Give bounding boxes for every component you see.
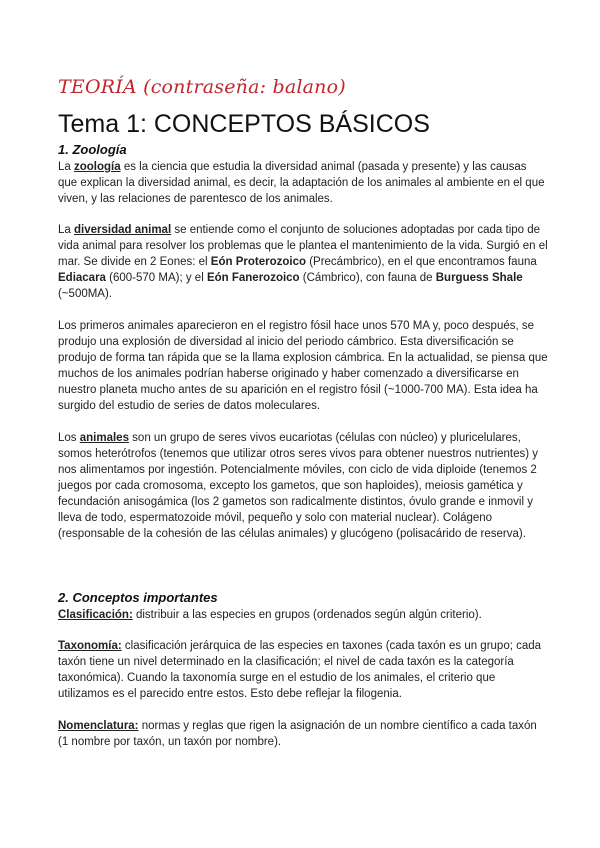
paragraph-nomenclatura — [58, 718, 548, 750]
term-diversidad-animal: diversidad animal — [74, 224, 172, 236]
header-title: TEORÍA (contraseña: balano) — [58, 76, 346, 98]
text-run: (Cámbrico), con fauna de — [299, 272, 436, 284]
text-run: Los — [58, 432, 80, 444]
text-run: (600-570 MA); y el — [105, 272, 207, 284]
text-run: normas y reglas que rigen la asignación de un nombre científico a cada taxón (1 nombre por taxón, un taxón por nombre). — [58, 720, 537, 748]
text-run: (Precámbrico), en el que encontramos fauna — [306, 256, 537, 268]
paragraph-animales — [58, 430, 548, 542]
section-heading-zoologia: 1. Zoología — [58, 142, 127, 157]
text-run: clasificación jerárquica de las especies en taxones (cada taxón es un grupo; cada taxón tiene un nivel determinado en la clasificación; el nivel de cada taxón es la categoría taxonómica). Cuando la taxonomía surge en el estudio de los animales, el criterio que utilizamos es el parecido entre estos. Esto debe reflejar la filogenia. — [58, 640, 542, 700]
bold-burguess-shale: Burguess Shale — [435, 272, 523, 284]
text-run: La — [58, 224, 74, 236]
term-clasificacion: Clasificación: — [58, 609, 133, 621]
bold-eon-fanerozoico: Eón Fanerozoico — [206, 272, 300, 284]
text-run: son un grupo de seres vivos eucariotas (células con núcleo) y pluricelulares, somos heterótrofos (tenemos que utilizar otros seres vivos para obtener nuestros nutrientes) y nos alimentamos por ingestión. Potencialmente móviles, con ciclo de vida diploide (tenemos 2 juegos por cada cromosoma, excepto los gametos, que son haploides), meiosis gamética y fecundación anisogámica (los 2 gametos son radicalmente distintos, óvulo grande e inmovil y lleva de todo, espermatozoide móvil, pequeño y solo con material nuclear). Colágeno (responsable de la cohesión de las células animales) y glucógeno (polisacárido de reserva). — [58, 432, 539, 540]
text-run: distribuir a las especies en grupos (ordenados según algún criterio). — [132, 609, 482, 621]
term-taxonomia: Taxonomía: — [58, 640, 122, 652]
text-run: se entiende como el conjunto de soluciones adoptadas por cada tipo de vida animal para resolver los problemas que le plantea el mantenimiento de la vida. Surgió en el mar. Se divide en 2 Eones: el — [58, 224, 548, 268]
paragraph-taxonomia — [58, 638, 548, 702]
page-title: Tema 1: CONCEPTOS BÁSICOS — [58, 110, 430, 138]
paragraph-primeros-animales: Los primeros animales aparecieron en el registro fósil hace unos 570 MA y, poco después, se produjo una explosión de diversidad al inicio del periodo cámbrico. Esta diversificación se produjo de forma tan rápida que se la llama explosion cámbrica. En la actualidad, se piensa que muchos de los animales podrían haberse originado y haber comenzado a diversificarse en nuestro planeta mucho antes de su aparición en el registro fósil (~1000-700 MA). Esta idea ha surgido del estudio de series de datos moleculares. — [58, 320, 548, 412]
paragraph-diversidad-animal — [58, 222, 548, 302]
term-nomenclatura: Nomenclatura: — [58, 720, 139, 732]
text-run: La — [58, 161, 74, 173]
text-run: (~500MA). — [58, 288, 113, 300]
section-heading-conceptos: 2. Conceptos importantes — [58, 590, 218, 605]
text-run: es la ciencia que estudia la diversidad animal (pasada y presente) y las causas que explican la diversidad animal, es decir, la adaptación de los animales al ambiente en el que viven, y las relaciones de parentesco de los animales. — [58, 161, 545, 205]
term-animales: animales — [79, 432, 129, 444]
paragraph-zoologia — [58, 159, 548, 207]
term-zoologia: zoología — [74, 161, 121, 173]
paragraph-clasificacion — [58, 607, 548, 623]
bold-eon-proterozoico: Eón Proterozoico — [210, 256, 306, 268]
bold-ediacara: Ediacara — [58, 272, 106, 284]
